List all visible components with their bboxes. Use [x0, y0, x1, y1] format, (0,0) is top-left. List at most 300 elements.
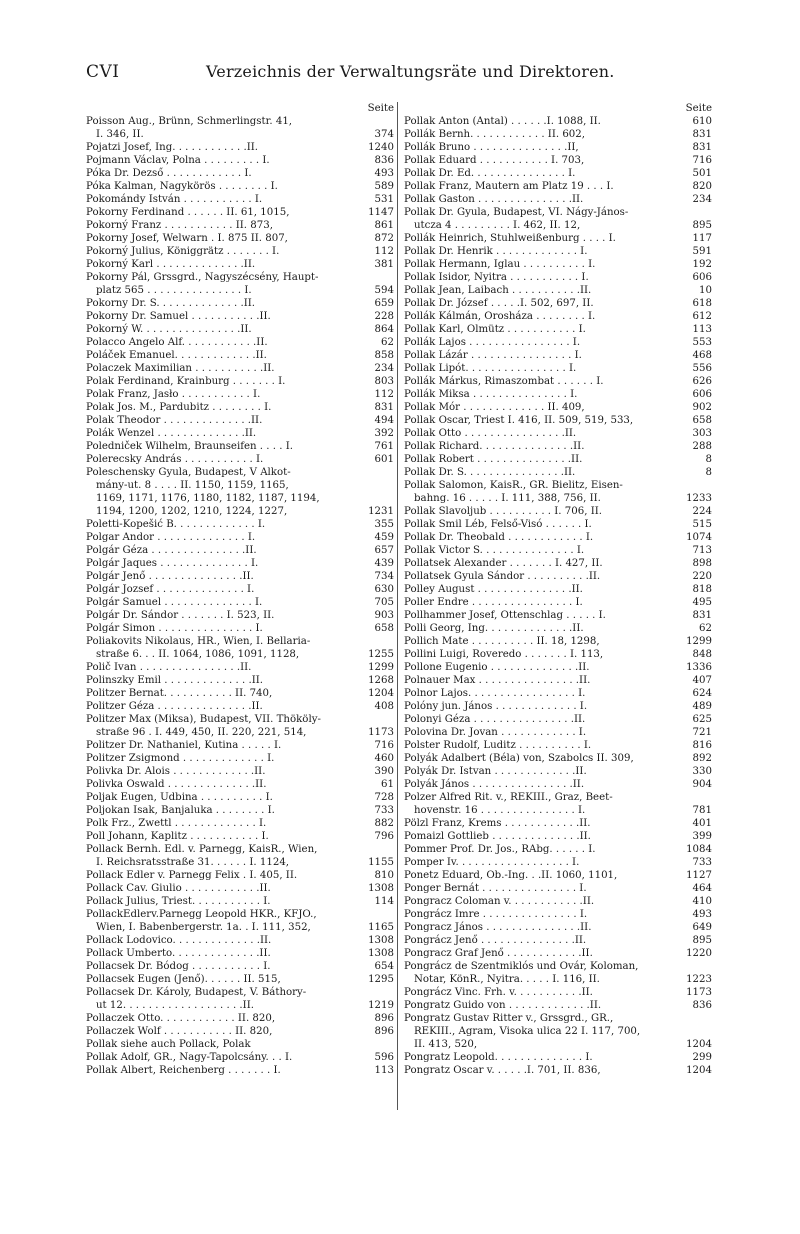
index-entry: [404, 310, 712, 323]
index-entry: [404, 895, 712, 908]
left-column: [86, 102, 394, 1077]
page-reference: 228: [374, 311, 394, 322]
entry-text: [86, 570, 371, 583]
entry-continuation-line: Wien, I. Babenbergerstr. 1a. . I. 111, 352,: [96, 922, 311, 933]
page-reference: 1219: [368, 1000, 394, 1011]
entry-line: Pongratz Gustav Ritter v., Grssgrd., GR.,: [404, 1013, 614, 1024]
entry-text: [404, 674, 689, 687]
entry-text: [86, 544, 371, 557]
entry-text: [86, 167, 371, 180]
entry-line: Politzer Géza . . . . . . . . . . . . . . .II.: [86, 701, 263, 712]
index-entry: [86, 739, 394, 752]
page-reference: 1204: [368, 688, 394, 699]
entry-text: [404, 349, 689, 362]
index-entry: [404, 856, 712, 869]
index-entry: [404, 570, 712, 583]
entry-text: [404, 791, 689, 817]
page-reference: 705: [374, 597, 394, 608]
entry-text: [86, 115, 371, 141]
entry-text: [404, 141, 689, 154]
entry-line: Polgár Géza . . . . . . . . . . . . . . .II.: [86, 545, 257, 556]
entry-text: [404, 817, 689, 830]
entry-line: PollackEdlerv.Parnegg Leopold HKR., KFJO.,: [86, 909, 317, 920]
index-entry: [86, 206, 394, 219]
entry-text: [404, 401, 689, 414]
index-entry: [404, 271, 712, 284]
page-reference: 831: [692, 610, 712, 621]
entry-text: [86, 674, 364, 687]
entry-line: Pollak Isidor, Nyitra . . . . . . . . . . . I.: [404, 272, 589, 283]
page-reference: 872: [374, 233, 394, 244]
entry-line: Polyák Adalbert (Béla) von, Szabolcs II. 309,: [404, 753, 634, 764]
entry-line: Pokorny Pál, Grssgrd., Nagyszécsény, Haupt-: [86, 272, 319, 283]
entry-line: Pollak Gaston . . . . . . . . . . . . . . .II.: [404, 194, 584, 205]
entry-line: Polnauer Max . . . . . . . . . . . . . . . .II.: [404, 675, 591, 686]
entry-line: Politzer Bernat. . . . . . . . . . . II. 740,: [86, 688, 273, 699]
entry-text: [404, 921, 689, 934]
entry-line: Polgár Jenő . . . . . . . . . . . . . . .II.: [86, 571, 254, 582]
entry-text: [86, 661, 364, 674]
page-reference: 864: [374, 324, 394, 335]
index-entry: [404, 232, 712, 245]
index-entry: [86, 375, 394, 388]
page-reference: 657: [374, 545, 394, 556]
index-entry: [404, 128, 712, 141]
entry-text: [86, 1038, 390, 1051]
entry-line: Politzer Dr. Nathaniel, Kutina . . . . . I.: [86, 740, 282, 751]
index-entry: [404, 687, 712, 700]
index-entry: [86, 362, 394, 375]
entry-line: Polgar Andor . . . . . . . . . . . . . . I.: [86, 532, 256, 543]
entry-line: Pongracz Coloman v. . . . . . . . . . . .II.: [404, 896, 595, 907]
page-reference: 234: [692, 194, 712, 205]
index-entry: [404, 791, 712, 817]
entry-continuation-line: II. 413, 520,: [414, 1039, 478, 1050]
entry-text: [404, 323, 689, 336]
page-reference: 1308: [368, 935, 394, 946]
index-entry: [86, 1064, 394, 1077]
seite-label: Seite: [685, 103, 712, 114]
entry-line: Pollhammer Josef, Ottenschlag . . . . . I.: [404, 610, 606, 621]
page-reference: 374: [374, 129, 394, 140]
entry-text: [404, 557, 689, 570]
entry-line: Pollak Smil Léb, Felső-Visó . . . . . . I.: [404, 519, 592, 530]
index-entry: [86, 609, 394, 622]
entry-text: [404, 466, 702, 479]
index-entry: [86, 1025, 394, 1038]
index-entry: [86, 947, 394, 960]
page-reference: 355: [374, 519, 394, 530]
entry-line: Pongratz Oscar v. . . . . .I. 701, II. 836,: [404, 1065, 601, 1076]
page-reference: 459: [374, 532, 394, 543]
entry-line: Pokomándy István . . . . . . . . . . . I.: [86, 194, 263, 205]
index-entry: [404, 583, 712, 596]
entry-text: [86, 869, 371, 882]
index-entry: [86, 518, 394, 531]
entry-line: Polgár Jaques . . . . . . . . . . . . . . I.: [86, 558, 259, 569]
entry-line: Pollak Jean, Laibach . . . . . . . . . . .II.: [404, 285, 592, 296]
entry-text: [404, 596, 689, 609]
page-reference: 896: [374, 1013, 394, 1024]
index-entry: [86, 544, 394, 557]
entry-text: [404, 609, 689, 622]
entry-text: [86, 908, 364, 934]
entry-text: [404, 1064, 682, 1077]
index-entry: [86, 167, 394, 180]
entry-line: Pongratz Leopold. . . . . . . . . . . . . . I.: [404, 1052, 593, 1063]
page-reference: 495: [692, 597, 712, 608]
page-reference: 810: [374, 870, 394, 881]
entry-line: Poljokan Isak, Banjaluka . . . . . . . . I.: [86, 805, 275, 816]
index-entry: [404, 817, 712, 830]
entry-line: Pollatsek Gyula Sándor . . . . . . . . . .II.: [404, 571, 601, 582]
page-reference: 903: [374, 610, 394, 621]
index-entry: [86, 895, 394, 908]
entry-line: Pollak Franz, Mautern am Platz 19 . . . I.: [404, 181, 614, 192]
entry-line: Pokorny Dr. S. . . . . . . . . . . . . .II.: [86, 298, 256, 309]
entry-text: [86, 414, 371, 427]
page-reference: 408: [374, 701, 394, 712]
entry-text: [86, 401, 371, 414]
index-entry: [404, 1051, 712, 1064]
index-entry: [86, 440, 394, 453]
entry-line: Polli Georg, Ing. . . . . . . . . . . . . .II.: [404, 623, 584, 634]
entry-text: [86, 934, 364, 947]
page-reference: 192: [692, 259, 712, 270]
entry-text: [404, 258, 689, 271]
page-reference: 831: [692, 142, 712, 153]
entry-line: Polyák János . . . . . . . . . . . . . . . .II.: [404, 779, 585, 790]
entry-line: Poláček Emanuel. . . . . . . . . . . . .II.: [86, 350, 267, 361]
entry-text: [86, 700, 371, 713]
index-entry: [86, 258, 394, 271]
entry-text: [404, 869, 682, 882]
entry-line: Polóny jun. János . . . . . . . . . . . . . I.: [404, 701, 588, 712]
page-reference: 728: [374, 792, 394, 803]
index-entry: [86, 700, 394, 713]
index-entry: [404, 115, 712, 128]
index-entry: [404, 297, 712, 310]
entry-text: [404, 843, 682, 856]
entry-line: Pokorny Dr. Samuel . . . . . . . . . . .II.: [86, 311, 271, 322]
page-reference: 553: [692, 337, 712, 348]
entry-line: Poletti-Kopešić B. . . . . . . . . . . . . I.: [86, 519, 266, 530]
entry-line: Pollak Dr. Gyula, Budapest, VI. Nágy-János-: [404, 207, 629, 218]
entry-line: Pollak Anton (Antal) . . . . . .I. 1088, II.: [404, 116, 601, 127]
page-reference: 1173: [368, 727, 394, 738]
index-entry: [404, 661, 712, 674]
entry-text: [86, 258, 371, 271]
entry-line: Polgár Simon . . . . . . . . . . . . . . . I.: [86, 623, 263, 634]
index-entry: [86, 908, 394, 934]
index-entry: [86, 661, 394, 674]
entry-line: Polaczek Maximilian . . . . . . . . . . .II.: [86, 363, 275, 374]
index-entry: [86, 323, 394, 336]
page-reference: 1084: [686, 844, 712, 855]
page-reference: 10: [699, 285, 712, 296]
page-reference: 494: [374, 415, 394, 426]
index-entry: [86, 817, 394, 830]
page-reference: 1295: [368, 974, 394, 985]
index-entry: [86, 245, 394, 258]
page-reference: 601: [374, 454, 394, 465]
index-entry: [404, 713, 712, 726]
index-entry: [86, 622, 394, 635]
index-entry: [86, 635, 394, 661]
entry-text: [86, 947, 364, 960]
index-entry: [404, 934, 712, 947]
page-reference: 594: [374, 285, 394, 296]
entry-line: Pollak Slavoljub . . . . . . . . . . I. 706, II.: [404, 506, 602, 517]
entry-text: [404, 635, 682, 648]
entry-text: [86, 219, 371, 232]
index-entry: [86, 193, 394, 206]
entry-text: [86, 323, 371, 336]
entry-text: [404, 544, 689, 557]
page-reference: 606: [692, 272, 712, 283]
entry-line: Polak Ferdinand, Krainburg . . . . . . . I.: [86, 376, 286, 387]
entry-continuation-line: straße 6. . . II. 1064, 1086, 1091, 1128,: [96, 649, 300, 660]
index-entry: [404, 336, 712, 349]
entry-text: [404, 167, 689, 180]
entry-text: [404, 154, 689, 167]
entry-text: [404, 960, 682, 986]
index-entry: [404, 531, 712, 544]
entry-text: [404, 232, 689, 245]
page-reference: 112: [374, 246, 394, 257]
entry-text: [404, 375, 689, 388]
entry-continuation-line: platz 565 . . . . . . . . . . . . . . . I.: [96, 285, 252, 296]
page-reference: 721: [692, 727, 712, 738]
index-entry: [86, 388, 394, 401]
page-reference: 606: [692, 389, 712, 400]
index-entry: [86, 531, 394, 544]
entry-text: [86, 973, 364, 986]
entry-line: Pollak Dr. Theobald . . . . . . . . . . . . I.: [404, 532, 594, 543]
index-entry: [404, 908, 712, 921]
entry-line: Polyák Dr. Istvan . . . . . . . . . . . . .II.: [404, 766, 587, 777]
page-reference: 113: [692, 324, 712, 335]
page-reference: 716: [374, 740, 394, 751]
index-entry: [404, 167, 712, 180]
entry-line: Pongrácz Vinc. Frh. v. . . . . . . . . . .II.: [404, 987, 593, 998]
page-reference: 1336: [686, 662, 712, 673]
entry-line: Pokorny Josef, Welwarn . I. 875 II. 807,: [86, 233, 288, 244]
entry-text: [404, 284, 695, 297]
entry-continuation-line: mány-ut. 8 . . . . II. 1150, 1159, 1165,: [96, 480, 289, 491]
entry-continuation-line: utcza 4 . . . . . . . . . I. 462, II. 12,: [414, 220, 581, 231]
page-reference: 531: [374, 194, 394, 205]
entry-line: Pollacsek Eugen (Jenő). . . . . . II. 515,: [86, 974, 281, 985]
page-reference: 460: [374, 753, 394, 764]
entry-line: Pollaczek Wolf . . . . . . . . . . . II. 820,: [86, 1026, 273, 1037]
entry-line: Pollák Miksa . . . . . . . . . . . . . . . I.: [404, 389, 578, 400]
entry-line: Pollaczek Otto. . . . . . . . . . . . II. 820,: [86, 1013, 276, 1024]
index-entry: [86, 934, 394, 947]
page-reference: 902: [692, 402, 712, 413]
page-reference: 733: [374, 805, 394, 816]
page-reference: 1240: [368, 142, 394, 153]
entry-line: Pollak Otto . . . . . . . . . . . . . . . .II.: [404, 428, 577, 439]
index-entry: [86, 466, 394, 518]
entry-line: Pollak Lázár . . . . . . . . . . . . . . . . I.: [404, 350, 582, 361]
index-entry: [86, 752, 394, 765]
entry-text: [86, 583, 371, 596]
page-reference: 493: [692, 909, 712, 920]
entry-line: Pollack Julius, Triest. . . . . . . . . . . I.: [86, 896, 271, 907]
entry-line: Poller Endre . . . . . . . . . . . . . . . . I.: [404, 597, 583, 608]
entry-line: Pokorný Julius, Königgrätz . . . . . . . I.: [86, 246, 280, 257]
entry-line: Pollini Luigi, Roveredo . . . . . . . I. 113,: [404, 649, 604, 660]
entry-line: Pollich Mate . . . . . . . . . . II. 18, 1298,: [404, 636, 600, 647]
entry-text: [404, 518, 689, 531]
entry-line: Polák Wenzel . . . . . . . . . . . . . .II.: [86, 428, 257, 439]
page-reference: 61: [381, 779, 394, 790]
index-entry: [404, 557, 712, 570]
entry-text: [404, 531, 682, 544]
page-reference: 1204: [686, 1039, 712, 1050]
entry-line: Pokorný Franz . . . . . . . . . . . II. 873,: [86, 220, 273, 231]
entry-line: Polovina Dr. Jovan . . . . . . . . . . . . I.: [404, 727, 587, 738]
page-reference: 612: [692, 311, 712, 322]
index-entry: [404, 141, 712, 154]
entry-text: [86, 1012, 371, 1025]
entry-line: Politzer Zsigmond . . . . . . . . . . . . . I.: [86, 753, 275, 764]
page-reference: 734: [374, 571, 394, 582]
page-reference: 589: [374, 181, 394, 192]
entry-line: Polgár Dr. Sándor . . . . . . . I. 523, II.: [86, 610, 275, 621]
page-reference: 392: [374, 428, 394, 439]
entry-text: [86, 1051, 371, 1064]
index-entry: [86, 453, 394, 466]
index-entry: [86, 869, 394, 882]
entry-continuation-line: 1194, 1200, 1202, 1210, 1224, 1227,: [96, 506, 288, 517]
entry-text: [86, 245, 371, 258]
entry-line: Poliakovits Nikolaus, HR., Wien, I. Bellaria-: [86, 636, 311, 647]
entry-continuation-line: I. 346, II.: [96, 129, 144, 140]
page-reference: 892: [692, 753, 712, 764]
page-reference: 1220: [686, 948, 712, 959]
page-reference: 904: [692, 779, 712, 790]
entry-line: Politzer Max (Miksa), Budapest, VII. Thököly-: [86, 714, 321, 725]
entry-line: Póka Dr. Dezső . . . . . . . . . . . . I.: [86, 168, 252, 179]
page-reference: 1233: [686, 493, 712, 504]
column-divider: [397, 102, 398, 1110]
entry-line: Polley August . . . . . . . . . . . . . . .II.: [404, 584, 583, 595]
index-entry: [404, 752, 712, 765]
index-entry: [404, 505, 712, 518]
page-reference: 836: [374, 155, 394, 166]
index-entry: [86, 674, 394, 687]
index-entry: [404, 765, 712, 778]
entry-text: [86, 206, 364, 219]
page-reference: 1165: [368, 922, 394, 933]
index-entry: [86, 141, 394, 154]
entry-line: Pojatzi Josef, Ing. . . . . . . . . . . .II.: [86, 142, 258, 153]
entry-text: [86, 518, 371, 531]
entry-text: [86, 453, 371, 466]
entry-line: Pojmann Václav, Polna . . . . . . . . . I.: [86, 155, 270, 166]
page-reference: 117: [692, 233, 712, 244]
index-entry: [404, 843, 712, 856]
page-reference: 733: [692, 857, 712, 868]
page-reference: 895: [692, 220, 712, 231]
entry-text: [86, 310, 371, 323]
entry-text: [86, 531, 371, 544]
entry-text: [86, 895, 371, 908]
index-entry: [404, 726, 712, 739]
page-reference: 1299: [686, 636, 712, 647]
page-reference: 381: [374, 259, 394, 270]
entry-text: [86, 297, 371, 310]
index-entry: [86, 830, 394, 843]
index-entry: [404, 479, 712, 505]
entry-line: Pollak siehe auch Pollack, Polak: [86, 1039, 251, 1050]
entry-line: Pommer Prof. Dr. Jos., RAbg. . . . . . I.: [404, 844, 596, 855]
page-reference: 410: [692, 896, 712, 907]
entry-text: [404, 362, 689, 375]
page-reference: 489: [692, 701, 712, 712]
index-entry: [86, 310, 394, 323]
entry-line: Polerecsky András . . . . . . . . . . . I.: [86, 454, 264, 465]
page-reference: 1127: [686, 870, 712, 881]
page-reference: 1299: [368, 662, 394, 673]
page-reference: 658: [692, 415, 712, 426]
page-reference: 626: [692, 376, 712, 387]
index-entry: [404, 440, 712, 453]
entry-text: [86, 349, 371, 362]
index-entry: [404, 635, 712, 648]
entry-text: [404, 778, 689, 791]
entry-text: [86, 232, 371, 245]
entry-text: [86, 427, 371, 440]
index-entry: [404, 206, 712, 232]
page-reference: 1223: [686, 974, 712, 985]
entry-line: Pollák Márkus, Rimaszombat . . . . . . I.: [404, 376, 604, 387]
entry-text: [86, 635, 364, 661]
page-reference: 113: [374, 1065, 394, 1076]
entry-continuation-line: bahng. 16 . . . . . I. 111, 388, 756, II.: [414, 493, 601, 504]
entry-text: [404, 622, 695, 635]
entry-text: [86, 609, 371, 622]
entry-text: [404, 115, 689, 128]
entry-text: [86, 375, 371, 388]
page-reference: 659: [374, 298, 394, 309]
entry-line: Pollak Robert . . . . . . . . . . . . . . .II.: [404, 454, 583, 465]
index-entry: [404, 180, 712, 193]
entry-line: Pollacsek Dr. Bódog . . . . . . . . . . . I.: [86, 961, 271, 972]
entry-line: Pollak Adolf, GR., Nagy-Tapolcsány. . . I.: [86, 1052, 293, 1063]
entry-line: Pollak Dr. Ed. . . . . . . . . . . . . . . I.: [404, 168, 576, 179]
entry-line: Pölzl Franz, Krems . . . . . . . . . . . .II.: [404, 818, 591, 829]
entry-text: [404, 505, 689, 518]
index-entry: [404, 323, 712, 336]
index-entry: [404, 648, 712, 661]
index-entry: [404, 453, 712, 466]
index-entry: [404, 921, 712, 934]
page-reference: 1308: [368, 948, 394, 959]
page-reference: 1074: [686, 532, 712, 543]
page-reference: 898: [692, 558, 712, 569]
page-reference: 591: [692, 246, 712, 257]
page-reference: 803: [374, 376, 394, 387]
entry-line: Pollack Edler v. Parnegg Felix . I. 405, II.: [86, 870, 298, 881]
index-entry: [86, 596, 394, 609]
entry-line: Pollak Dr. S. . . . . . . . . . . . . . . .II.: [404, 467, 576, 478]
index-entry: [404, 258, 712, 271]
page-title: Verzeichnis der Verwaltungsräte und Direktoren.: [206, 62, 615, 81]
page-reference: 401: [692, 818, 712, 829]
